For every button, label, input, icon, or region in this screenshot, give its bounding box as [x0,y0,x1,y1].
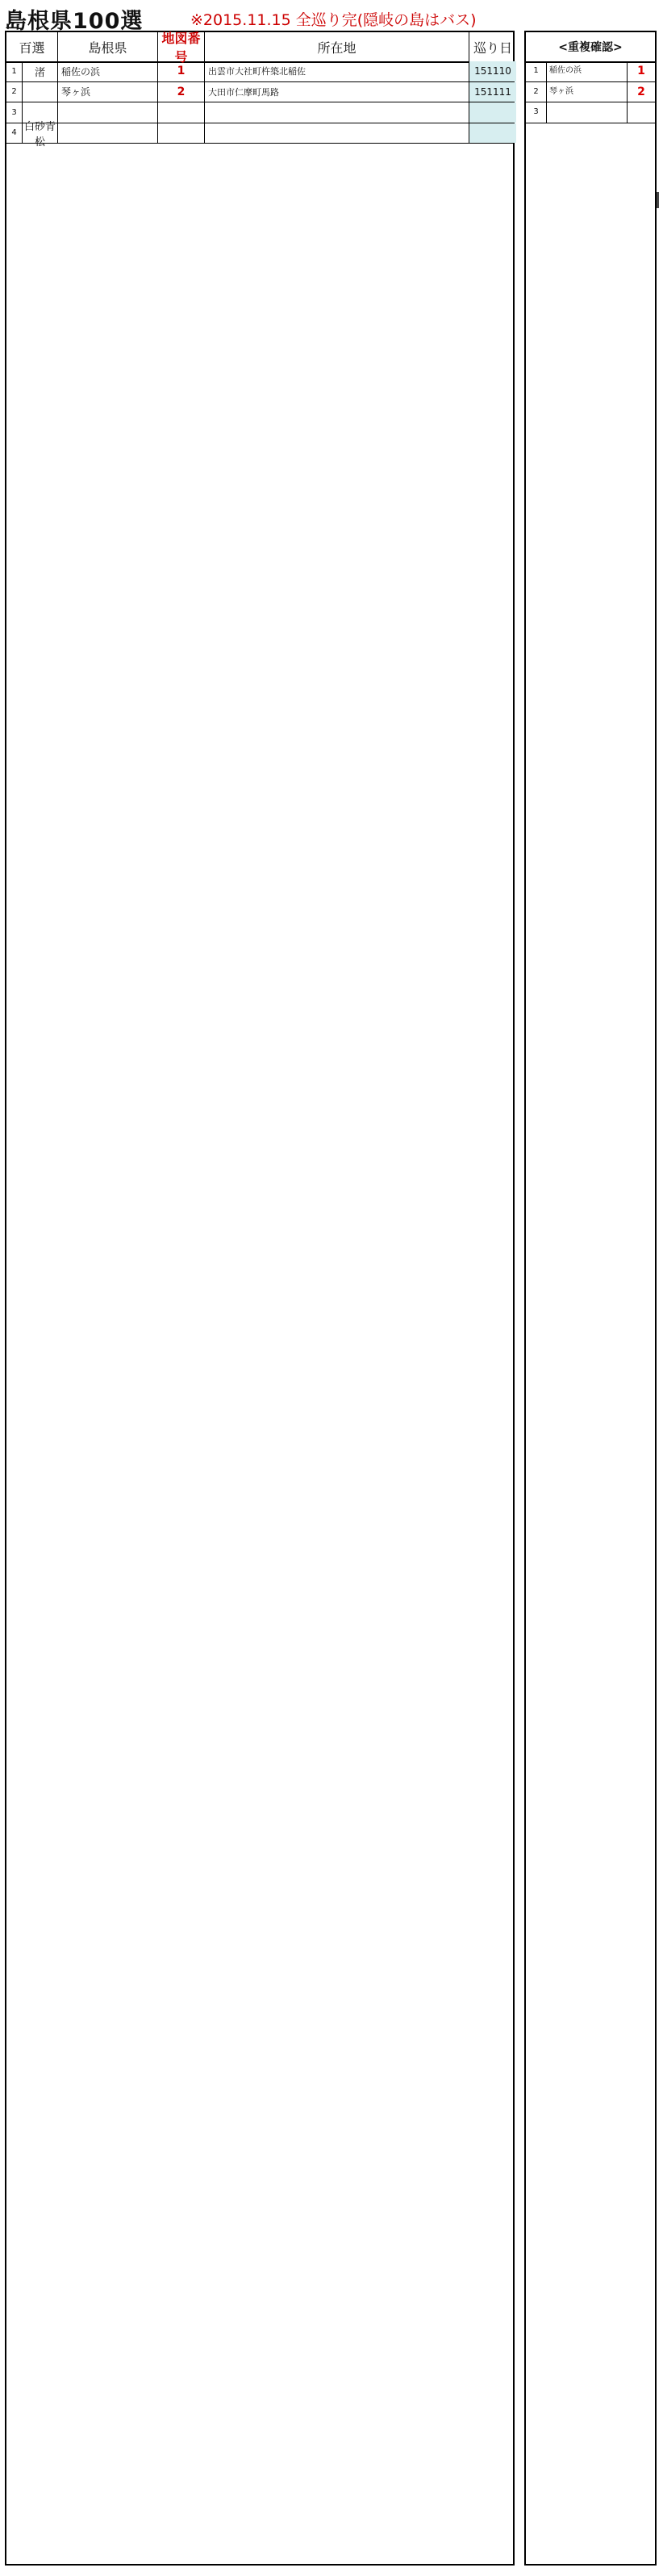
row-map-number [158,102,205,123]
duplicate-check-number: 1 [526,61,547,81]
duplicate-check-count [628,102,655,123]
row-name [58,123,158,144]
duplicate-check-title: <重複確認> [526,32,655,63]
duplicate-check-count: 2 [637,85,645,98]
page-title: 島根県100選 [5,9,144,34]
row-visit-date: 151110 [469,61,516,81]
duplicate-check-name: 稲佐の浜 [547,61,628,81]
header-map-number: 地図番号 [158,32,205,61]
duplicate-check-rows [526,61,655,2564]
table-row [6,102,513,123]
row-location: 大田市仁摩町馬路 [205,82,469,102]
scrollbar-indicator[interactable] [657,192,659,208]
row-location: 出雲市大社町杵築北稲佐 [205,61,469,81]
row-index: 2 [6,82,23,102]
row-category: 渚 [23,61,58,81]
row-visit-date [469,123,516,144]
table-row [6,61,513,82]
table-rows [6,61,513,2564]
row-name [58,102,158,123]
row-visit-date [469,102,516,123]
table-header [6,32,513,63]
row-map-number [158,123,205,144]
header-name: 島根県 [58,32,158,61]
row-index: 3 [6,102,23,123]
duplicate-check-table [524,31,657,2566]
duplicate-check-name [547,102,628,123]
header-visit-date: 巡り日 [473,40,512,56]
table-row [6,120,513,148]
duplicate-check-row [526,61,655,82]
row-location [205,123,469,144]
row-visit-date: 151111 [469,82,516,102]
row-category: 白砂青松 [23,123,58,144]
duplicate-check-name: 琴ヶ浜 [547,82,628,102]
row-map-number: 2 [158,82,205,102]
duplicate-check-count: 1 [637,65,645,77]
row-map-number: 1 [158,61,205,81]
page-subtitle: ※2015.11.15 全巡り完(隠岐の島はバス) [190,11,477,29]
header-location: 所在地 [205,32,469,61]
row-category [23,82,58,102]
row-index: 1 [6,61,23,81]
row-location [205,102,469,123]
duplicate-check-row [526,82,655,103]
duplicate-check-number: 3 [526,102,547,123]
row-name: 琴ヶ浜 [58,82,158,102]
row-index: 4 [6,123,23,144]
row-name: 稲佐の浜 [58,61,158,81]
table-row [6,82,513,103]
header-index: 百選 [6,32,58,61]
duplicate-check-row [526,102,655,123]
main-table [5,31,515,2566]
duplicate-check-number: 2 [526,82,547,102]
